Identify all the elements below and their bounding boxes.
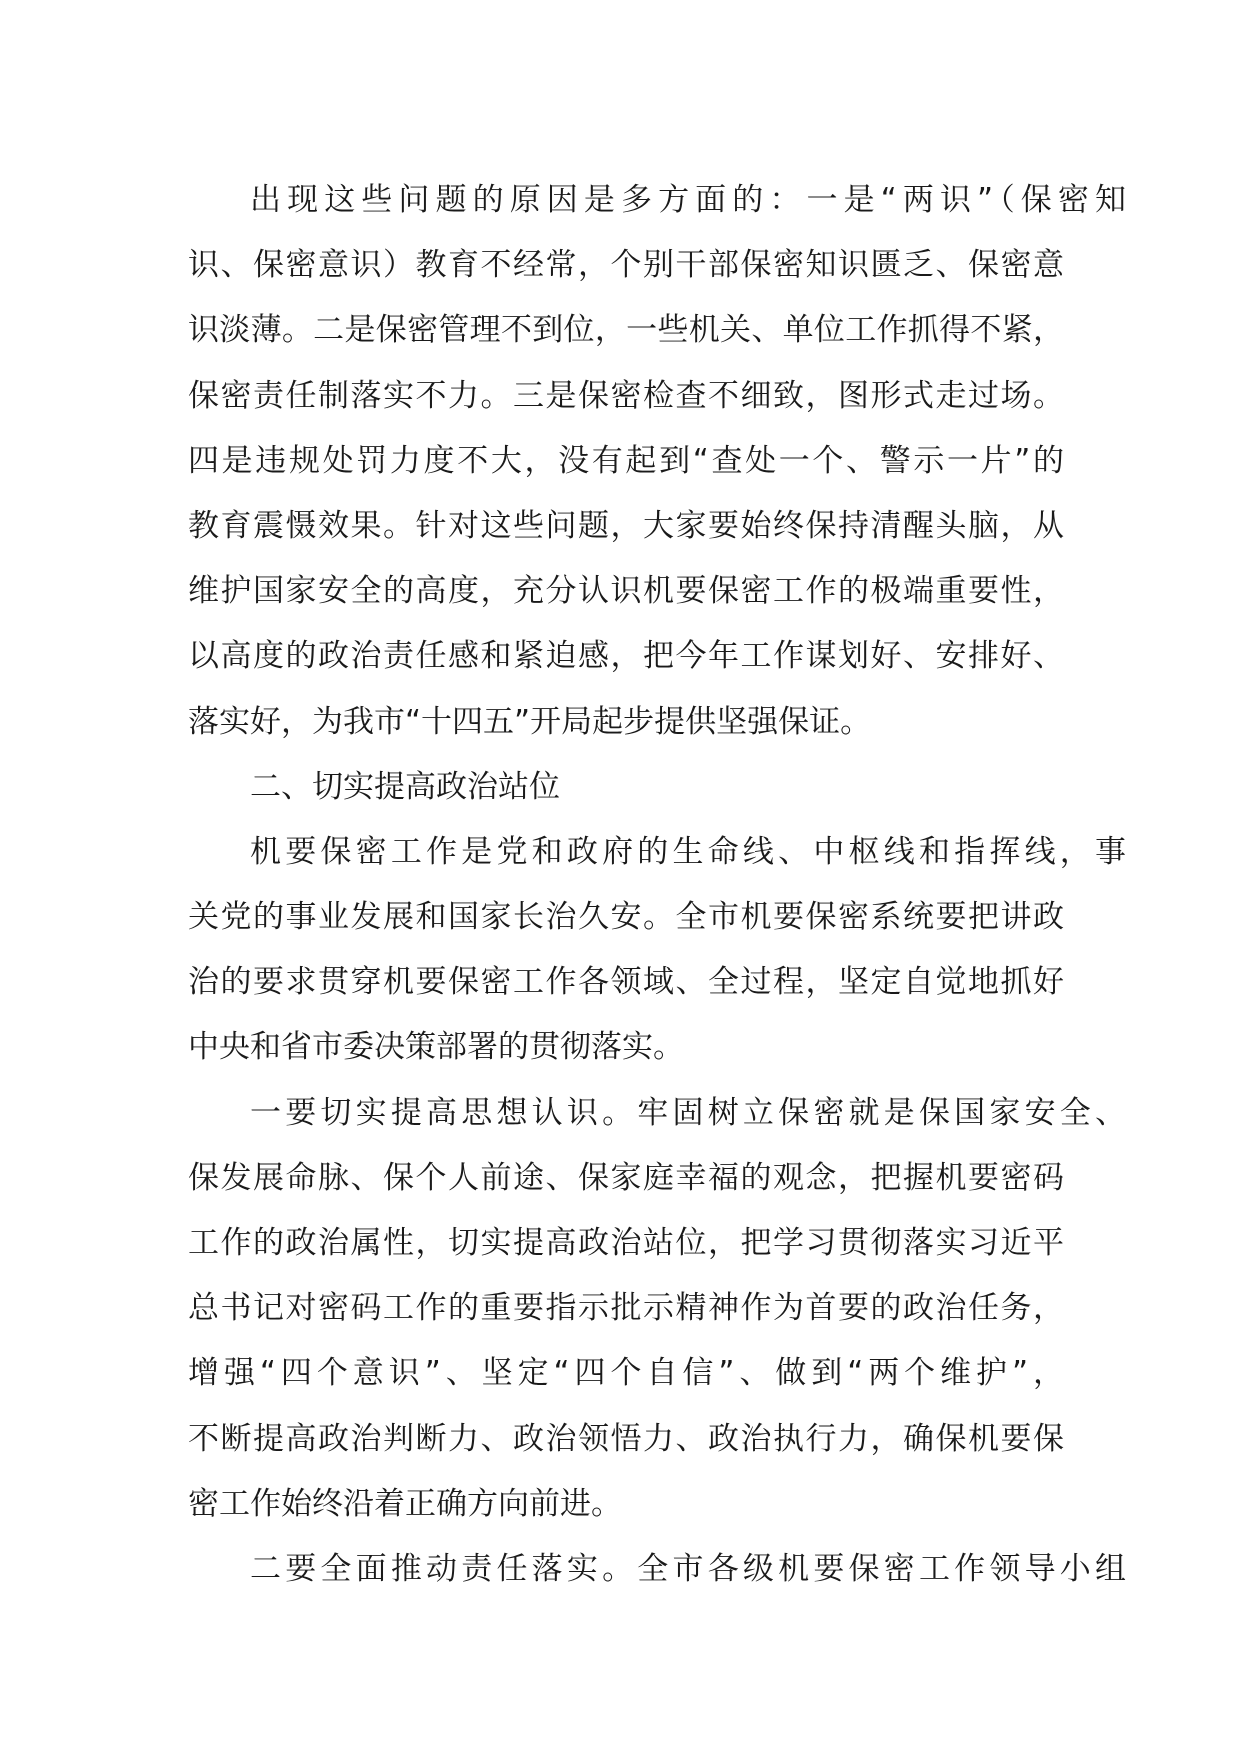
- text-line: 一要切实提高思想认识。牢固树立保密就是保国家安全、: [250, 1094, 1126, 1131]
- paragraph-lifeline: [188, 820, 1126, 1081]
- text-line: 关党的事业发展和国家长治久安。全市机要保密系统要把讲政: [188, 899, 1064, 936]
- paragraph-point-1: [188, 1081, 1126, 1537]
- text-line: 以高度的政治责任感和紧迫感，把今年工作谋划好、安排好、: [188, 638, 1064, 675]
- text-line: 总书记对密码工作的重要指示批示精神作为首要的政治任务，: [188, 1290, 1064, 1327]
- text-line: 保密责任制落实不力。三是保密检查不细致，图形式走过场。: [188, 377, 1064, 414]
- text-line: 工作的政治属性，切实提高政治站位，把学习贯彻落实习近平: [188, 1225, 1064, 1261]
- text-line: 教育震慑效果。针对这些问题，大家要始终保持清醒头脑，从: [188, 507, 1064, 544]
- text-line: 四是违规处罚力度不大，没有起到“查处一个、警示一片”的: [188, 442, 1064, 479]
- text-line: 出现这些问题的原因是多方面的：一是“两识”（保密知: [250, 182, 1126, 218]
- text-line: 识、保密意识）教育不经常，个别干部保密知识匮乏、保密意: [188, 247, 1064, 284]
- text-line: 不断提高政治判断力、政治领悟力、政治执行力，确保机要保: [188, 1420, 1064, 1457]
- text-line: 机要保密工作是党和政府的生命线、中枢线和指挥线，事: [250, 833, 1126, 870]
- text-line: 增强“四个意识”、坚定“四个自信”、做到“两个维护”，: [188, 1355, 1064, 1392]
- text-line: 二要全面推动责任落实。全市各级机要保密工作领导小组: [250, 1550, 1126, 1587]
- text-line: 中央和省市委决策部署的贯彻落实。: [188, 1029, 684, 1066]
- heading-text: 二、切实提高政治站位: [250, 768, 560, 805]
- section-heading: [188, 755, 1068, 820]
- text-line: 保发展命脉、保个人前途、保家庭幸福的观念，把握机要密码: [188, 1159, 1064, 1196]
- text-line: 落实好，为我市“十四五”开局起步提供坚强保证。: [188, 703, 872, 740]
- paragraph-causes: [188, 168, 1126, 755]
- text-line: 密工作始终沿着正确方向前进。: [188, 1485, 622, 1522]
- text-line: 维护国家安全的高度，充分认识机要保密工作的极端重要性，: [188, 573, 1064, 610]
- text-line: 治的要求贯穿机要保密工作各领域、全过程，坚定自觉地抓好: [188, 964, 1064, 1001]
- body-text: [188, 168, 1126, 1602]
- paragraph-point-2: [188, 1537, 1126, 1602]
- text-line: 识淡薄。二是保密管理不到位，一些机关、单位工作抓得不紧，: [188, 312, 1064, 349]
